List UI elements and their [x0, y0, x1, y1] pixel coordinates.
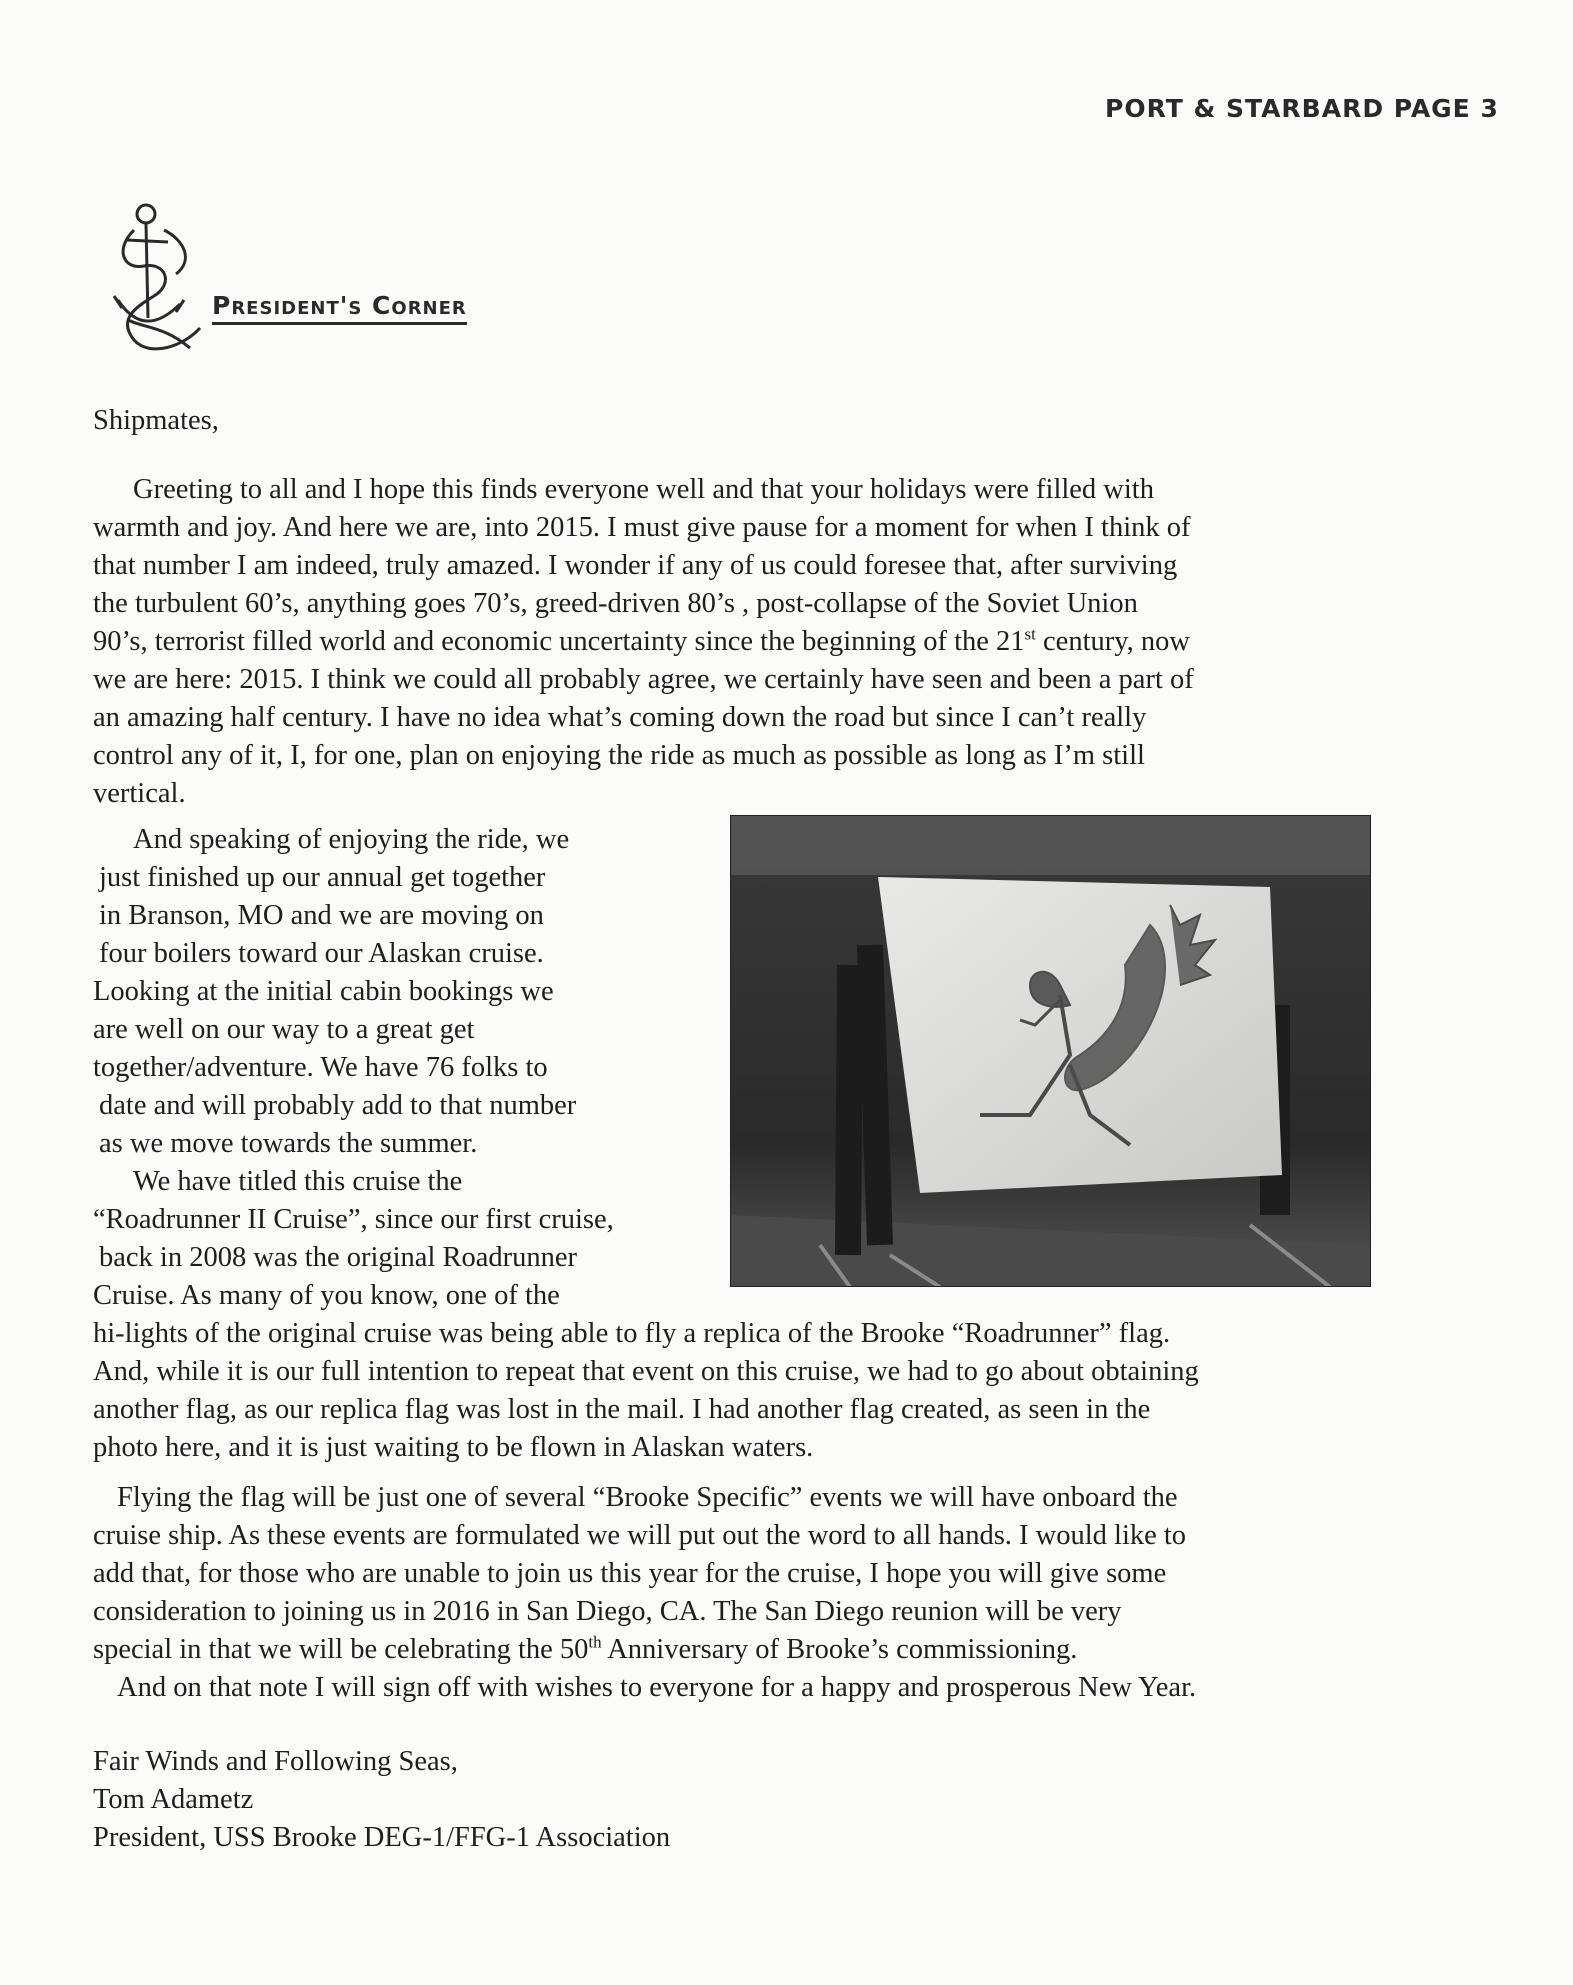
text-line: Flying the flag will be just one of several “Brooke Specific” events we will have onboard the — [117, 1482, 1178, 1513]
text-line: And, while it is our full intention to repeat that event on this cruise, we had to go about obtaining — [93, 1356, 1199, 1387]
text-line: hi-lights of the original cruise was being able to fly a replica of the Brooke “Roadrunner” flag. — [93, 1318, 1171, 1349]
text-segment: special in that we will be celebrating the 50 — [93, 1634, 589, 1665]
signer-title: President, USS Brooke DEG-1/FFG-1 Association — [93, 1822, 671, 1853]
text-segment: century, now — [1035, 626, 1190, 657]
text-line: “Roadrunner II Cruise”, since our first cruise, — [93, 1204, 614, 1235]
text-line: vertical. — [93, 778, 186, 809]
text-line — [93, 623, 1194, 661]
text-line: an amazing half century. I have no idea what’s coming down the road but since I can’t really — [93, 702, 1147, 733]
superscript: th — [588, 1632, 602, 1652]
roadrunner-flag-photo — [730, 815, 1371, 1287]
text-line: warmth and joy. And here we are, into 2015. I must give pause for a moment for when I think of — [93, 512, 1191, 543]
text-line — [93, 1631, 1196, 1669]
paragraph-1 — [93, 471, 1194, 813]
anchor-rope-emblem-icon — [104, 200, 214, 370]
text-line: Cruise. As many of you know, one of the — [93, 1280, 560, 1311]
text-line: consideration to joining us in 2016 in San Diego, CA. The San Diego reunion will be very — [93, 1596, 1122, 1627]
closing-signature — [93, 1743, 670, 1857]
text-line: as we move towards the summer. — [99, 1128, 478, 1159]
text-line: in Branson, MO and we are moving on — [99, 900, 544, 931]
section-title: President's Corner — [212, 291, 467, 325]
signer-name: Tom Adametz — [93, 1784, 254, 1815]
text-segment: Anniversary of Brooke’s commissioning. — [601, 1634, 1078, 1665]
text-line: date and will probably add to that number — [99, 1090, 577, 1121]
text-line: the turbulent 60’s, anything goes 70’s, greed-driven 80’s , post-collapse of the Soviet Union — [93, 588, 1138, 619]
text-line: another flag, as our replica flag was lost in the mail. I had another flag created, as seen in the — [93, 1394, 1151, 1425]
superscript: st — [1024, 624, 1036, 644]
text-line: are well on our way to a great get — [93, 1014, 475, 1045]
text-line: four boilers toward our Alaskan cruise. — [99, 938, 544, 969]
text-line: We have titled this cruise the — [133, 1166, 463, 1197]
text-line: control any of it, I, for one, plan on enjoying the ride as much as possible as long as I’m still — [93, 740, 1145, 771]
text-line: together/adventure. We have 76 folks to — [93, 1052, 548, 1083]
text-line: photo here, and it is just waiting to be flown in Alaskan waters. — [93, 1432, 814, 1463]
salutation: Shipmates, — [93, 405, 219, 436]
text-line: cruise ship. As these events are formulated we will put out the word to all hands. I would like to — [93, 1520, 1187, 1551]
text-segment: 90’s, terrorist filled world and economic uncertainty since the beginning of the 21 — [93, 626, 1025, 657]
text-line: add that, for those who are unable to join us this year for the cruise, I hope you will give some — [93, 1558, 1167, 1589]
paragraph-3 — [93, 1479, 1196, 1707]
text-line: we are here: 2015. I think we could all probably agree, we certainly have seen and been a part of — [93, 664, 1194, 695]
text-line: back in 2008 was the original Roadrunner — [99, 1242, 578, 1273]
text-line: that number I am indeed, truly amazed. I wonder if any of us could foresee that, after surviving — [93, 550, 1178, 581]
text-line: And speaking of enjoying the ride, we — [133, 824, 570, 855]
page-number-header: PORT & STARBARD PAGE 3 — [1105, 94, 1499, 123]
text-line: And on that note I will sign off with wishes to everyone for a happy and prosperous New Year. — [117, 1672, 1197, 1703]
text-line: Looking at the initial cabin bookings we — [93, 976, 554, 1007]
text-line: Greeting to all and I hope this finds everyone well and that your holidays were filled with — [133, 474, 1154, 505]
text-line: just finished up our annual get together — [99, 862, 546, 893]
closing-line: Fair Winds and Following Seas, — [93, 1746, 458, 1777]
